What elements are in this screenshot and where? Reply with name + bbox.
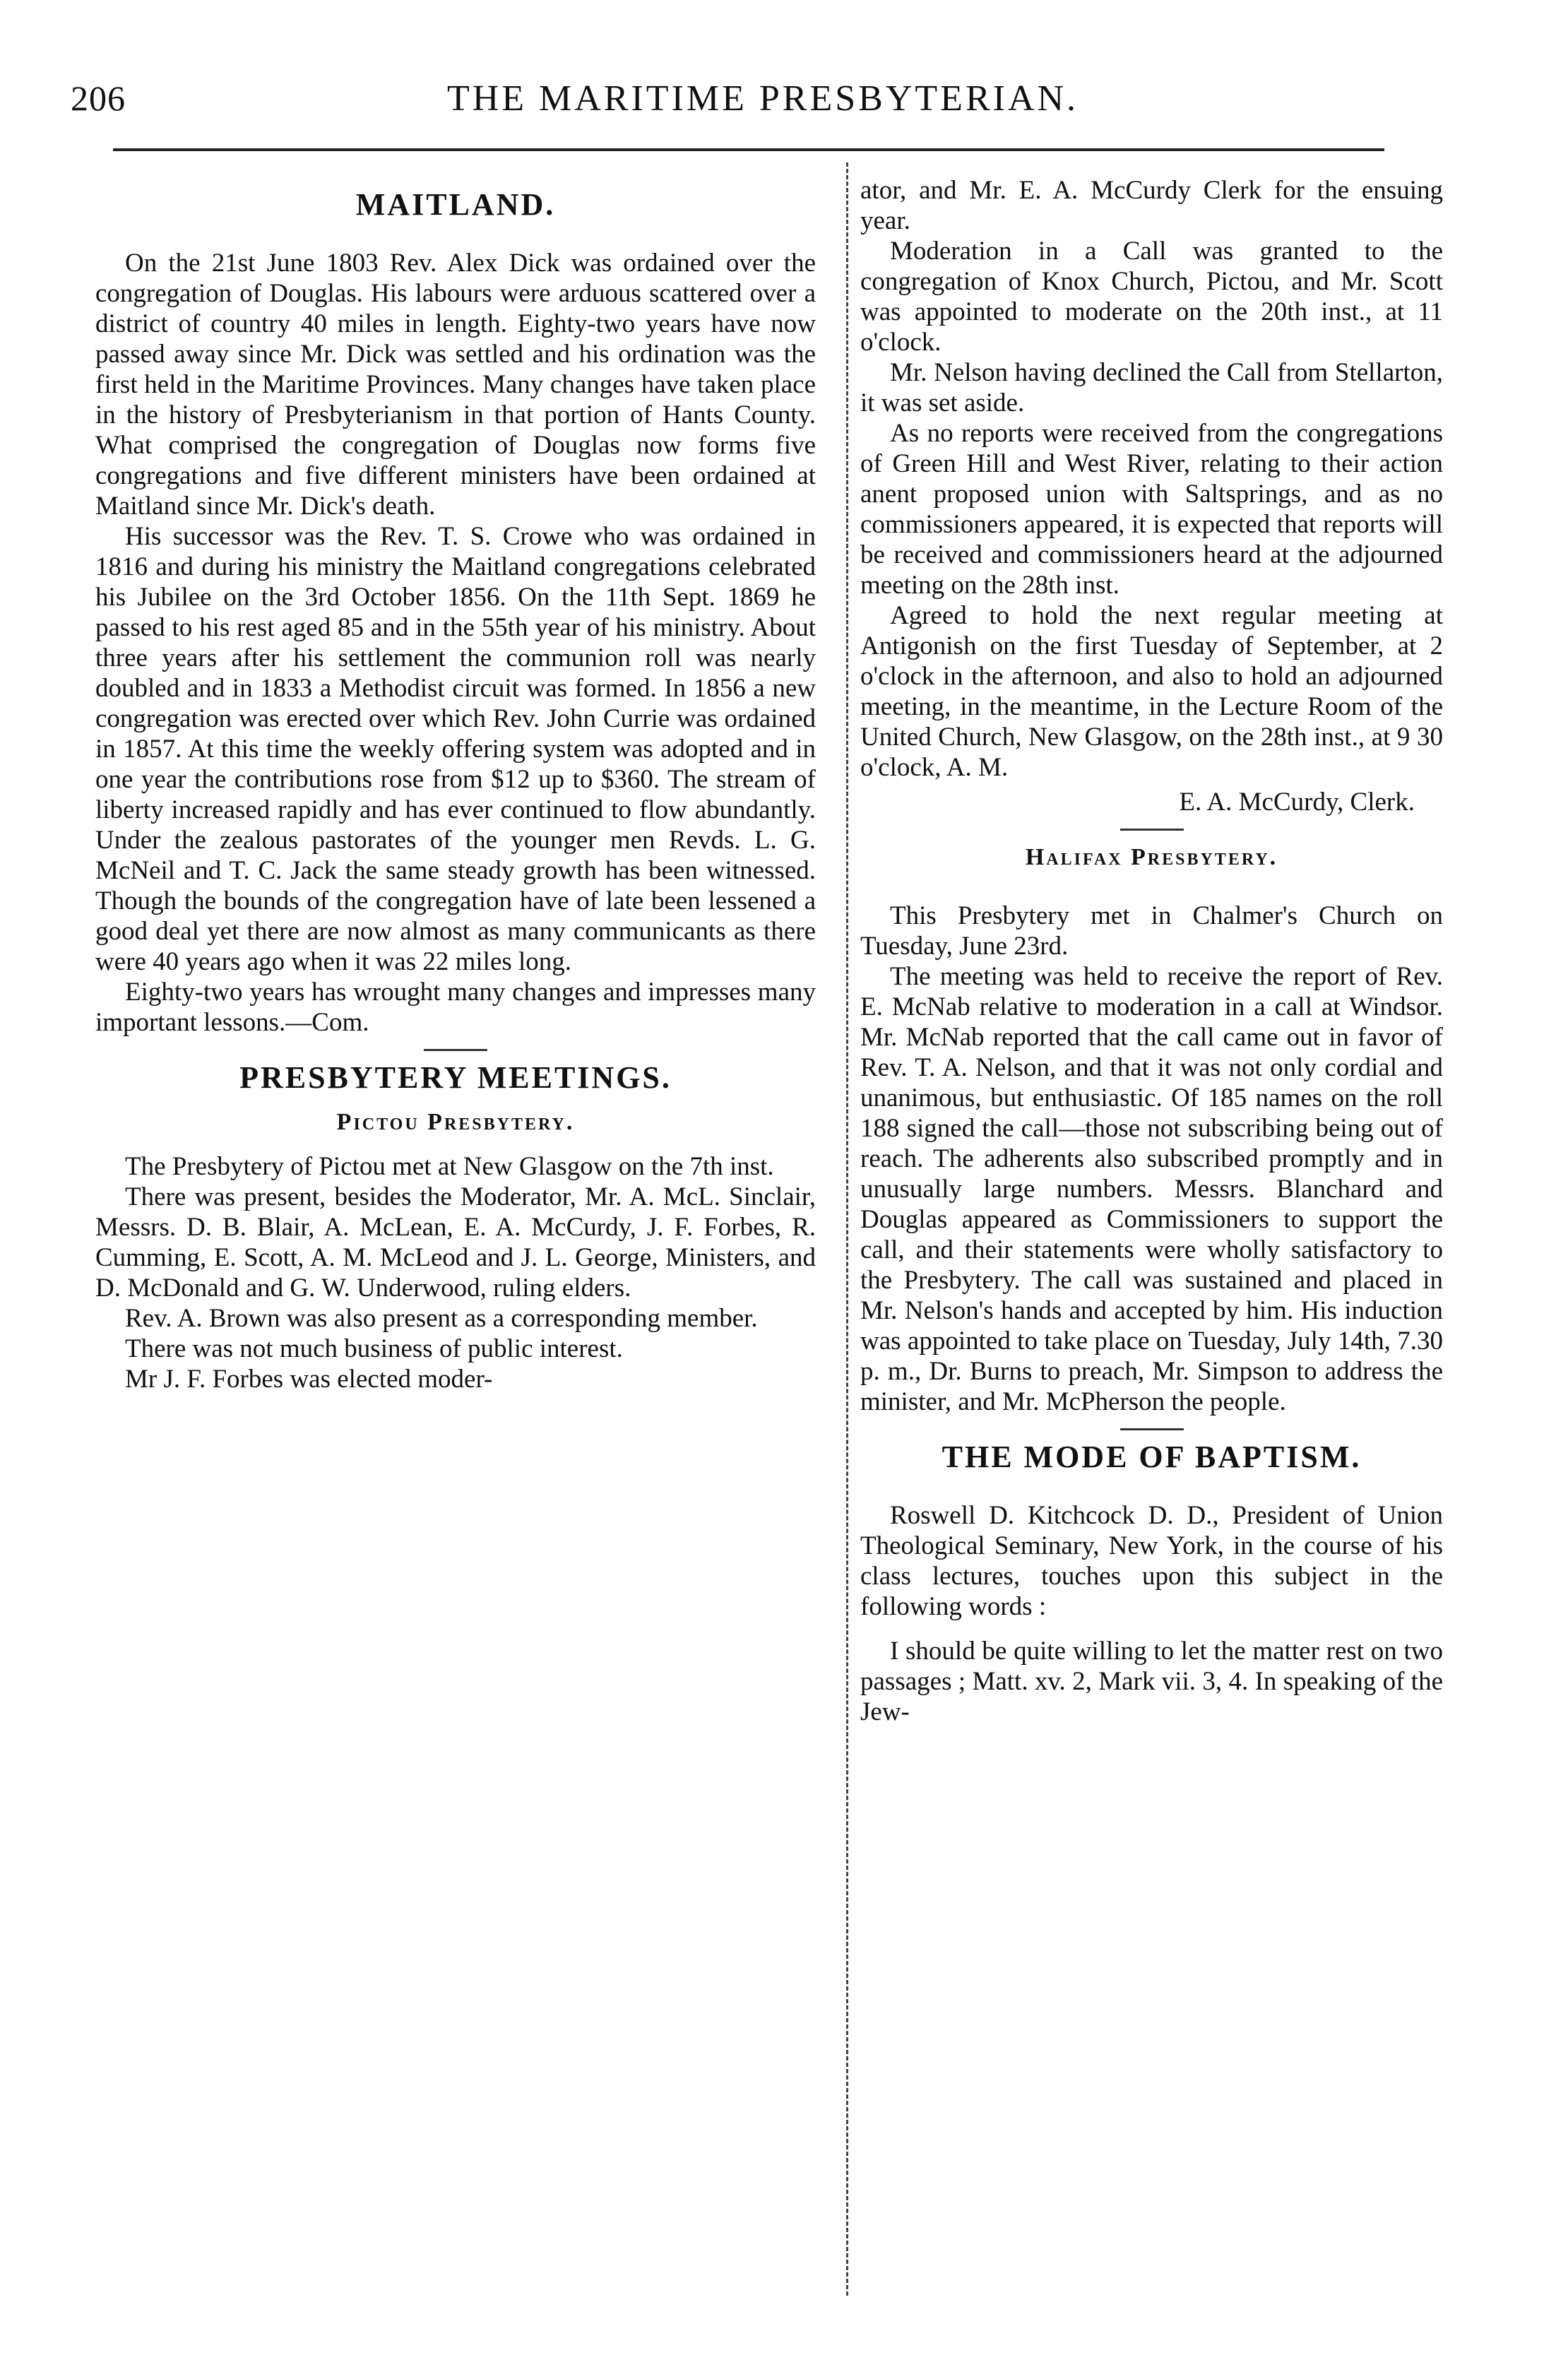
- halifax-paragraph: This Presbytery met in Chalmer's Church on Tuesday, June 23rd.: [860, 901, 1443, 961]
- maitland-paragraph: His successor was the Rev. T. S. Crowe who was ordained in 1816 and during his ministry the Maitland congregations celebrated his Jubilee on the 3rd October 1856. On the 11th Sept. 1869 he passed to his rest aged 85 and in the 55th year of his ministry. About three years after his settlement the communion roll was nearly doubled and in 1833 a Methodist circuit was formed. In 1856 a new congregation was erected over which Rev. John Currie was ordained in 1857. At this time the weekly offering system was adopted and in one year the contributions rose from $12 up to $360. The stream of liberty increased rapidly and has ever continued to flow abundantly. Under the zealous pastorates of the younger men Revds. L. G. McNeil and T. C. Jack the same steady growth has been witnessed. Though the bounds of the congregation have of late been lessened a good deal yet there are now almost as many communicants as there were 40 years ago when it was 22 miles long.: [95, 522, 816, 976]
- pictou-continued-paragraph: Mr. Nelson having declined the Call from Stellarton, it was set aside.: [860, 358, 1443, 417]
- column-divider: [846, 162, 848, 2296]
- baptism-paragraph: Roswell D. Kitchcock D. D., President of Union Theological Seminary, New York, in the course of his class lectures, touches upon this subject in the following words :: [860, 1501, 1443, 1621]
- pictou-paragraph: There was not much business of public interest.: [125, 1334, 623, 1363]
- pictou-paragraph: The Presbytery of Pictou met at New Glasgow on the 7th inst.: [125, 1152, 774, 1181]
- pictou-paragraph: Mr J. F. Forbes was elected moder-: [125, 1365, 493, 1394]
- header-rule: [113, 148, 1384, 151]
- halifax-paragraph: The meeting was held to receive the report of Rev. E. McNab relative to moderation in a call at Windsor. Mr. McNab reported that the call came out in favor of Rev. T. A. Nelson, and that it was not only cordial and unanimous, but enthusiastic. Of 185 names on the roll 188 signed the call—those not subscribing being out of reach. The adherents also subscribed promptly and in unusually large numbers. Messrs. Blanchard and Douglas appeared as Commissioners to support the call, and their statements were wholly satisfactory to the Presbytery. The call was sustained and placed in Mr. Nelson's hands and accepted by him. His induction was appointed to take place on Tuesday, July 14th, 7.30 p. m., Dr. Burns to preach, Mr. Simpson to address the minister, and Mr. McPherson the people.: [860, 962, 1443, 1416]
- pictou-continued-paragraph: As no reports were received from the congregations of Green Hill and West River, relating to their action anent proposed union with Saltsprings, and as no commissioners appeared, it is expected that reports will be received and commissioners heard at the adjourned meeting on the 28th inst.: [860, 419, 1443, 600]
- pictou-paragraph: There was present, besides the Moderator, Mr. A. McL. Sinclair, Messrs. D. B. Blair, A. McLean, E. A. McCurdy, J. F. Forbes, R. Cumming, E. Scott, A. M. McLeod and J. L. George, Ministers, and D. McDonald and G. W. Underwood, ruling elders.: [95, 1182, 816, 1303]
- maitland-paragraph: Eighty-two years has wrought many changes and impresses many important lessons.—Com.: [95, 978, 816, 1037]
- left-column: [95, 175, 816, 1394]
- right-column: [860, 175, 1443, 1727]
- section-divider: [1120, 1428, 1184, 1430]
- pictou-continued-paragraph: ator, and Mr. E. A. McCurdy Clerk for the ensuing year.: [860, 176, 1443, 235]
- pictou-continued-paragraph: Agreed to hold the next regular meeting at Antigonish on the first Tuesday of September, at 2 o'clock in the afternoon, and also to hold an adjourned meeting, in the meantime, in the Lecture Room of the United Church, New Glasgow, on the 28th inst., at 9 30 o'clock, A. M.: [860, 601, 1443, 782]
- clerk-signature: E. A. McCurdy, Clerk.: [1179, 788, 1415, 817]
- mode-of-baptism-heading: THE MODE OF BAPTISM.: [942, 1440, 1362, 1474]
- halifax-presbytery-subheading: Halifax Presbytery.: [1025, 844, 1278, 870]
- maitland-paragraph: On the 21st June 1803 Rev. Alex Dick was ordained over the congregation of Douglas. His labours were arduous scattered over a district of country 40 miles in length. Eighty-two years have now passed away since Mr. Dick was settled and his ordination was the first held in the Maritime Provinces. Many changes have taken place in the history of Presbyterianism in that portion of Hants County. What comprised the congregation of Douglas now forms five congregations and five different ministers have been ordained at Maitland since Mr. Dick's death.: [95, 249, 816, 521]
- page-number: 206: [71, 78, 126, 118]
- maitland-heading: MAITLAND.: [355, 187, 556, 222]
- baptism-paragraph: I should be quite willing to let the matter rest on two passages ; Matt. xv. 2, Mark vii. 3, 4. In speaking of the Jew-: [860, 1637, 1443, 1726]
- pictou-continued-paragraph: Moderation in a Call was granted to the congregation of Knox Church, Pictou, and Mr. Scott was appointed to moderate on the 20th inst., at 11 o'clock.: [860, 237, 1443, 357]
- section-divider: [1120, 829, 1184, 831]
- presbytery-meetings-heading: PRESBYTERY MEETINGS.: [239, 1060, 672, 1095]
- page-header: [71, 71, 1455, 134]
- section-divider: [424, 1049, 487, 1051]
- running-title: THE MARITIME PRESBYTERIAN.: [446, 78, 1079, 119]
- pictou-presbytery-subheading: Pictou Presbytery.: [336, 1109, 575, 1135]
- pictou-paragraph: Rev. A. Brown was also present as a corresponding member.: [125, 1304, 758, 1333]
